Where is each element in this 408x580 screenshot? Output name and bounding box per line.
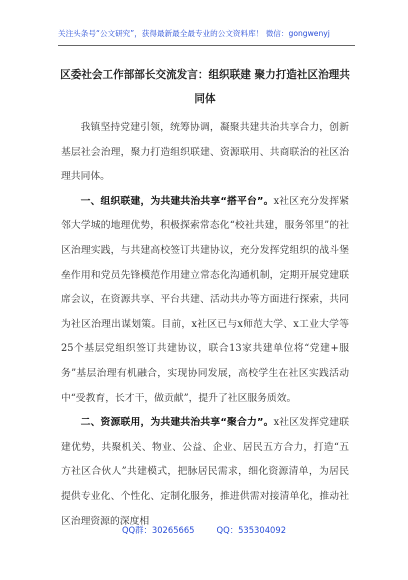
paragraph-intro — [61, 116, 349, 190]
paragraph-text: x社区充分发挥紧邻大学城的地理优势，积极探索常态化“校社共建，服务邻里”的社区治理实践，与共建高校签订共建协议，充分发挥党组织的战斗堡垒作用和党员先锋模范作用建立常态化沟通机制，定期开展党建联席会议，在资源共享、平台共建、活动共办等方面进行探索，共同为社区治理出谋划策。目前，x社区已与x师范大学、x工业大学等25个基层党组织签订共建协议，联合13家共建单位将“党建+服务”基层治理有机融合，实现协同发展，高校学生在社区实践活动中“受教育，长才干，做贡献”，提升了社区服务质效。 — [61, 195, 349, 404]
footer-contact — [0, 524, 408, 536]
footer-qq-group: QQ群：30265665 — [121, 525, 195, 535]
header-divider — [58, 45, 355, 46]
paragraph-section-1 — [61, 190, 349, 411]
paragraph-text: x社区发挥党建联建优势，共聚机关、物业、公益、企业、居民五方合力，打造“五方社区合伙人”共建模式，把脉居民需求，细化资源清单，为居民提供专业化、个性化、定制化服务，推进供需对接清单化，推动社区治理资源的深度相 — [61, 417, 349, 527]
document-title: 区委社会工作部部长交流发言：组织联建 聚力打造社区治理共同体 — [60, 69, 350, 105]
paragraph-section-2 — [61, 411, 349, 534]
paragraph-text: 我镇坚持党建引领，统筹协调，凝聚共建共治共享合力，创新基层社会治理，聚力打造组织联建、资源联用、共商联治的社区治理共同体。 — [61, 122, 349, 183]
footer-qq: QQ：535304092 — [216, 525, 287, 535]
document-body — [61, 116, 349, 534]
section-heading: 一、组织联建，为共建共治共享“搭平台”。 — [80, 195, 274, 207]
header-banner: 关注头条号“公文研究”，获得最新最全最专业的公文资料库！ 微信：gongwenyj — [58, 29, 330, 38]
section-heading: 二、资源联用，为共建共治共享“聚合力”。 — [80, 417, 274, 429]
